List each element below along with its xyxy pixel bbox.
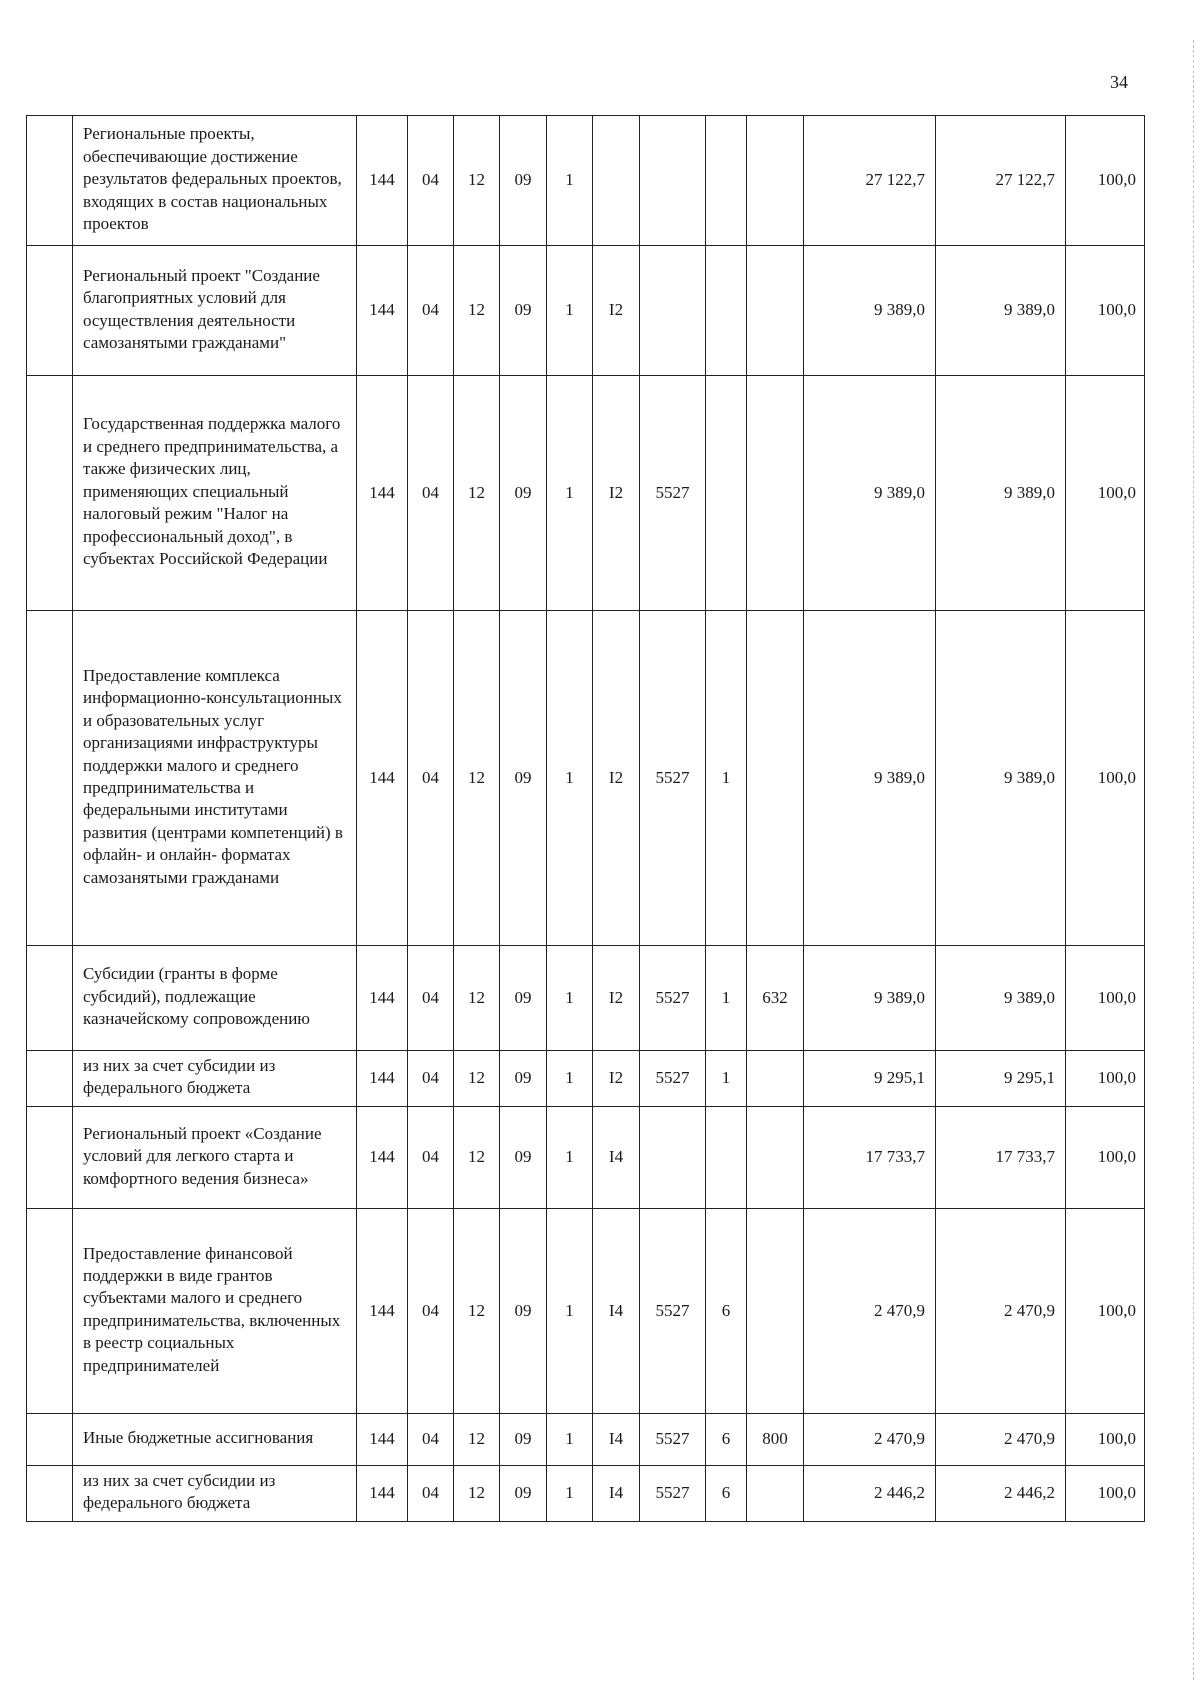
- direction-code-cell: 5527: [640, 946, 706, 1051]
- subdirection-code-cell: 6: [706, 1413, 747, 1465]
- subprogram-code-cell: 1: [547, 116, 593, 246]
- project-code-cell: I4: [593, 1413, 640, 1465]
- direction-code-cell: [640, 116, 706, 246]
- item-name-cell: Предоставление финансовой поддержки в виде грантов субъектами малого и среднего предпринимательства, включенных в реестр социальных предпринимателей: [73, 1208, 357, 1413]
- table-row: [27, 1413, 1145, 1465]
- program-code-cell: 09: [500, 116, 547, 246]
- project-code-cell: I2: [593, 246, 640, 376]
- item-name-cell: Субсидии (гранты в форме субсидий), подлежащие казначейскому сопровождению: [73, 946, 357, 1051]
- subprogram-code-cell: 1: [547, 1465, 593, 1521]
- actual-amount-cell: 9 389,0: [936, 376, 1066, 611]
- table-row: [27, 1208, 1145, 1413]
- subsection-code-cell: 12: [454, 246, 500, 376]
- direction-code-cell: 5527: [640, 1051, 706, 1107]
- program-code-cell: 09: [500, 1465, 547, 1521]
- ministry-code-cell: 144: [357, 1465, 408, 1521]
- section-code-cell: 04: [408, 116, 454, 246]
- row-number-cell: [27, 1413, 73, 1465]
- table-row: [27, 946, 1145, 1051]
- percent-cell: 100,0: [1066, 1465, 1145, 1521]
- section-code-cell: 04: [408, 376, 454, 611]
- section-code-cell: 04: [408, 946, 454, 1051]
- percent-cell: 100,0: [1066, 246, 1145, 376]
- program-code-cell: 09: [500, 1051, 547, 1107]
- subdirection-code-cell: 6: [706, 1208, 747, 1413]
- expense-type-code-cell: 800: [747, 1413, 804, 1465]
- plan-amount-cell: 17 733,7: [804, 1106, 936, 1208]
- subsection-code-cell: 12: [454, 1106, 500, 1208]
- percent-cell: 100,0: [1066, 1051, 1145, 1107]
- table-row: [27, 1465, 1145, 1521]
- plan-amount-cell: 2 470,9: [804, 1413, 936, 1465]
- section-code-cell: 04: [408, 1051, 454, 1107]
- scan-edge-line: [1193, 40, 1196, 1680]
- row-number-cell: [27, 1208, 73, 1413]
- subprogram-code-cell: 1: [547, 1051, 593, 1107]
- direction-code-cell: 5527: [640, 1413, 706, 1465]
- table-row: [27, 1106, 1145, 1208]
- ministry-code-cell: 144: [357, 946, 408, 1051]
- direction-code-cell: [640, 1106, 706, 1208]
- subsection-code-cell: 12: [454, 1208, 500, 1413]
- budget-table: [26, 115, 1145, 1522]
- subprogram-code-cell: 1: [547, 946, 593, 1051]
- expense-type-code-cell: [747, 1106, 804, 1208]
- row-number-cell: [27, 611, 73, 946]
- subsection-code-cell: 12: [454, 1051, 500, 1107]
- section-code-cell: 04: [408, 1413, 454, 1465]
- subdirection-code-cell: [706, 1106, 747, 1208]
- expense-type-code-cell: [747, 116, 804, 246]
- plan-amount-cell: 2 446,2: [804, 1465, 936, 1521]
- plan-amount-cell: 27 122,7: [804, 116, 936, 246]
- ministry-code-cell: 144: [357, 376, 408, 611]
- subsection-code-cell: 12: [454, 116, 500, 246]
- item-name-cell: Иные бюджетные ассигнования: [73, 1413, 357, 1465]
- percent-cell: 100,0: [1066, 1106, 1145, 1208]
- project-code-cell: I2: [593, 946, 640, 1051]
- percent-cell: 100,0: [1066, 1413, 1145, 1465]
- expense-type-code-cell: [747, 1465, 804, 1521]
- subsection-code-cell: 12: [454, 1465, 500, 1521]
- table-row: [27, 1051, 1145, 1107]
- direction-code-cell: [640, 246, 706, 376]
- ministry-code-cell: 144: [357, 1051, 408, 1107]
- subdirection-code-cell: [706, 116, 747, 246]
- row-number-cell: [27, 1465, 73, 1521]
- item-name-cell: из них за счет субсидии из федерального бюджета: [73, 1051, 357, 1107]
- percent-cell: 100,0: [1066, 611, 1145, 946]
- subdirection-code-cell: [706, 376, 747, 611]
- expense-type-code-cell: [747, 1051, 804, 1107]
- row-number-cell: [27, 946, 73, 1051]
- subprogram-code-cell: 1: [547, 376, 593, 611]
- item-name-cell: из них за счет субсидии из федерального бюджета: [73, 1465, 357, 1521]
- item-name-cell: Государственная поддержка малого и среднего предпринимательства, а также физических лиц, применяющих специальный налоговый режим "Налог на профессиональный доход", в субъектах Российской Федерации: [73, 376, 357, 611]
- ministry-code-cell: 144: [357, 1208, 408, 1413]
- row-number-cell: [27, 1106, 73, 1208]
- actual-amount-cell: 9 295,1: [936, 1051, 1066, 1107]
- percent-cell: 100,0: [1066, 946, 1145, 1051]
- subdirection-code-cell: 1: [706, 1051, 747, 1107]
- ministry-code-cell: 144: [357, 1413, 408, 1465]
- actual-amount-cell: 9 389,0: [936, 946, 1066, 1051]
- actual-amount-cell: 2 470,9: [936, 1208, 1066, 1413]
- project-code-cell: I2: [593, 376, 640, 611]
- subsection-code-cell: 12: [454, 376, 500, 611]
- program-code-cell: 09: [500, 1106, 547, 1208]
- section-code-cell: 04: [408, 1106, 454, 1208]
- row-number-cell: [27, 116, 73, 246]
- project-code-cell: I4: [593, 1465, 640, 1521]
- subdirection-code-cell: 6: [706, 1465, 747, 1521]
- project-code-cell: I4: [593, 1208, 640, 1413]
- subprogram-code-cell: 1: [547, 1106, 593, 1208]
- plan-amount-cell: 9 389,0: [804, 611, 936, 946]
- actual-amount-cell: 2 446,2: [936, 1465, 1066, 1521]
- expense-type-code-cell: [747, 246, 804, 376]
- row-number-cell: [27, 376, 73, 611]
- section-code-cell: 04: [408, 1208, 454, 1413]
- item-name-cell: Региональные проекты, обеспечивающие достижение результатов федеральных проектов, входящих в состав национальных проектов: [73, 116, 357, 246]
- percent-cell: 100,0: [1066, 376, 1145, 611]
- subprogram-code-cell: 1: [547, 611, 593, 946]
- subsection-code-cell: 12: [454, 1413, 500, 1465]
- table-row: [27, 246, 1145, 376]
- project-code-cell: I2: [593, 611, 640, 946]
- program-code-cell: 09: [500, 1208, 547, 1413]
- item-name-cell: Региональный проект «Создание условий для легкого старта и комфортного ведения бизнеса»: [73, 1106, 357, 1208]
- project-code-cell: I2: [593, 1051, 640, 1107]
- subprogram-code-cell: 1: [547, 1208, 593, 1413]
- page-number: 34: [1110, 72, 1128, 92]
- plan-amount-cell: 2 470,9: [804, 1208, 936, 1413]
- ministry-code-cell: 144: [357, 246, 408, 376]
- section-code-cell: 04: [408, 1465, 454, 1521]
- subprogram-code-cell: 1: [547, 246, 593, 376]
- percent-cell: 100,0: [1066, 1208, 1145, 1413]
- table-row: [27, 376, 1145, 611]
- row-number-cell: [27, 1051, 73, 1107]
- plan-amount-cell: 9 295,1: [804, 1051, 936, 1107]
- actual-amount-cell: 9 389,0: [936, 611, 1066, 946]
- program-code-cell: 09: [500, 946, 547, 1051]
- direction-code-cell: 5527: [640, 611, 706, 946]
- actual-amount-cell: 2 470,9: [936, 1413, 1066, 1465]
- expense-type-code-cell: 632: [747, 946, 804, 1051]
- ministry-code-cell: 144: [357, 116, 408, 246]
- direction-code-cell: 5527: [640, 376, 706, 611]
- subsection-code-cell: 12: [454, 611, 500, 946]
- section-code-cell: 04: [408, 246, 454, 376]
- program-code-cell: 09: [500, 246, 547, 376]
- expense-type-code-cell: [747, 1208, 804, 1413]
- table-body: [27, 116, 1145, 1522]
- expense-type-code-cell: [747, 611, 804, 946]
- subdirection-code-cell: [706, 246, 747, 376]
- plan-amount-cell: 9 389,0: [804, 946, 936, 1051]
- row-number-cell: [27, 246, 73, 376]
- project-code-cell: I4: [593, 1106, 640, 1208]
- program-code-cell: 09: [500, 1413, 547, 1465]
- subprogram-code-cell: 1: [547, 1413, 593, 1465]
- item-name-cell: Предоставление комплекса информационно-консультационных и образовательных услуг организациями инфраструктуры поддержки малого и среднего предпринимательства и федеральными институтами развития (центрами компетенций) в офлайн- и онлайн- форматах самозанятыми гражданами: [73, 611, 357, 946]
- table-row: [27, 116, 1145, 246]
- direction-code-cell: 5527: [640, 1208, 706, 1413]
- percent-cell: 100,0: [1066, 116, 1145, 246]
- section-code-cell: 04: [408, 611, 454, 946]
- plan-amount-cell: 9 389,0: [804, 376, 936, 611]
- expense-type-code-cell: [747, 376, 804, 611]
- program-code-cell: 09: [500, 611, 547, 946]
- ministry-code-cell: 144: [357, 611, 408, 946]
- actual-amount-cell: 27 122,7: [936, 116, 1066, 246]
- actual-amount-cell: 9 389,0: [936, 246, 1066, 376]
- item-name-cell: Региональный проект "Создание благоприятных условий для осуществления деятельности самозанятыми гражданами": [73, 246, 357, 376]
- ministry-code-cell: 144: [357, 1106, 408, 1208]
- actual-amount-cell: 17 733,7: [936, 1106, 1066, 1208]
- program-code-cell: 09: [500, 376, 547, 611]
- subdirection-code-cell: 1: [706, 611, 747, 946]
- direction-code-cell: 5527: [640, 1465, 706, 1521]
- table-row: [27, 611, 1145, 946]
- plan-amount-cell: 9 389,0: [804, 246, 936, 376]
- subdirection-code-cell: 1: [706, 946, 747, 1051]
- project-code-cell: [593, 116, 640, 246]
- subsection-code-cell: 12: [454, 946, 500, 1051]
